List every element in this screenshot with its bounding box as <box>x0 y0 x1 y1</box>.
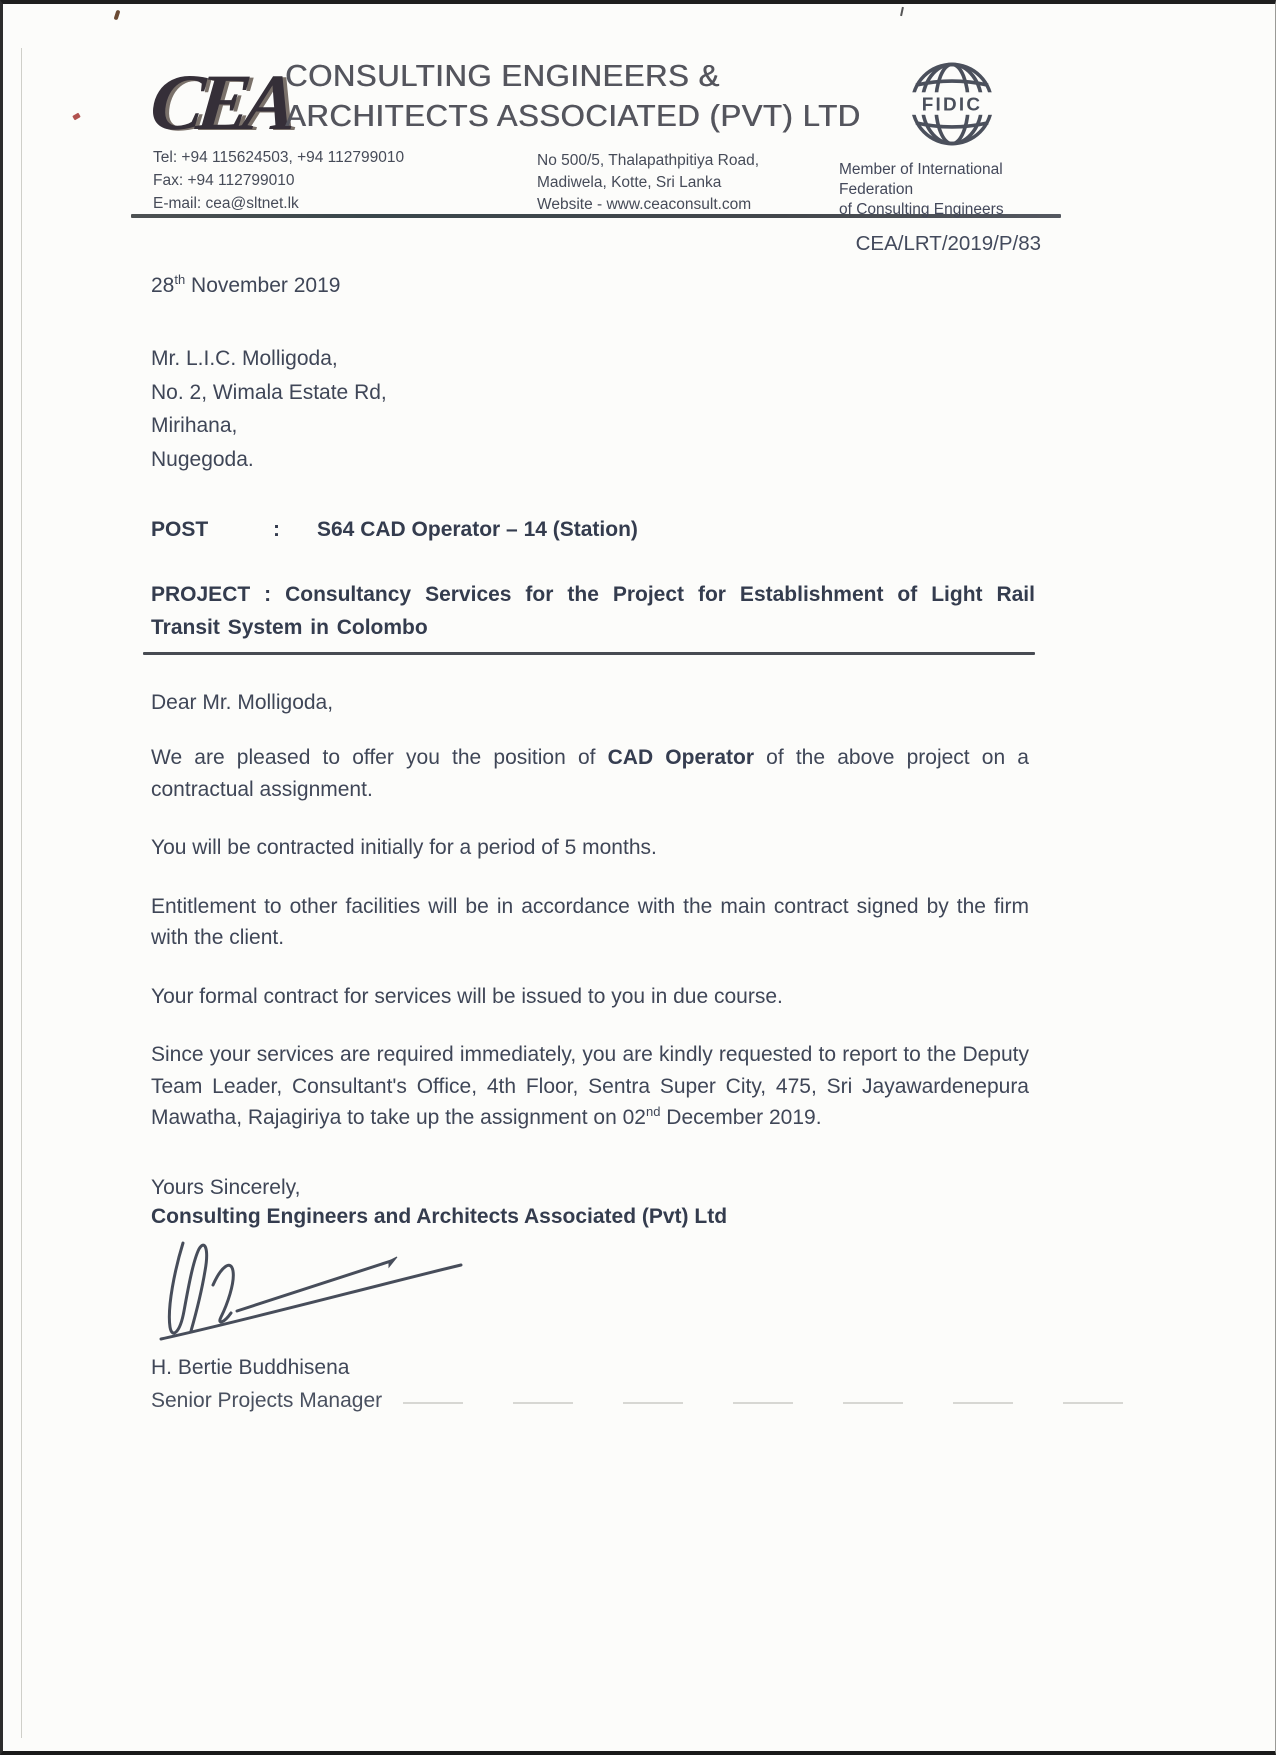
letterhead <box>146 58 1081 218</box>
date-suffix: th <box>174 272 186 287</box>
project-label: PROJECT <box>151 583 251 606</box>
fidic-member-line2: of Consulting Engineers <box>839 201 1004 218</box>
signer-name: H. Bertie Buddhisena <box>151 1355 350 1379</box>
address-block <box>537 150 759 216</box>
fidic-globe-icon <box>907 58 997 155</box>
contact-email: E-mail: cea@sltnet.lk <box>153 195 299 212</box>
post-colon: : <box>273 518 280 541</box>
project-colon: : <box>250 583 286 606</box>
signature-scribble <box>153 1217 1081 1345</box>
paragraph-formal-contract: Your formal contract for services will be issued to you in due course. <box>151 984 783 1008</box>
closing-sincerely: Yours Sincerely, <box>151 1175 301 1199</box>
paragraph-entitlement: Entitlement to other facilities will be in accordance with the main contract signed by the firm with the client. <box>151 894 1029 949</box>
company-name-line2: ARCHITECTS ASSOCIATED (PVT) LTD <box>285 98 861 133</box>
cea-logo-icon <box>146 59 295 150</box>
paragraph-offer <box>151 742 1029 805</box>
company-name-line1: CONSULTING ENGINEERS & <box>285 58 720 93</box>
recipient-line: No. 2, Wimala Estate Rd, <box>151 380 387 404</box>
address-line1: No 500/5, Thalapathpitiya Road, <box>537 152 760 169</box>
recipient-line: Mr. L.I.C. Molligoda, <box>151 347 338 370</box>
paragraph-text: of the above project on a contractual assignment. <box>151 746 1029 801</box>
position-name-bold: CAD Operator <box>607 746 754 769</box>
project-row <box>151 578 1035 644</box>
cea-logo-text: CEA <box>146 59 295 147</box>
scan-artifact-vertical-line <box>21 48 22 1738</box>
recipient-line: Mirihana, <box>151 414 238 437</box>
project-value: Consultancy Services for the Project for Establishment of Light Rail Transit System in Colombo <box>151 583 1035 639</box>
signer-title: Senior Projects Manager <box>151 1388 383 1412</box>
paragraph-text: Since your services are required immediately, you are kindly requested to report to the Deputy Team Leader, Consultant's Office, 4th Floor, Sentra Super City, 475, Sri Jayawardenepura Mawatha, Rajagiriya to take up the assignment on 02 <box>151 1043 1029 1129</box>
project-underline-rule <box>143 652 1035 655</box>
reference-number: CEA/LRT/2019/P/83 <box>855 232 1041 255</box>
post-label: POST <box>151 518 209 541</box>
contact-fax: Fax: +94 112799010 <box>153 172 295 189</box>
company-name <box>285 56 861 136</box>
post-row <box>151 518 1081 542</box>
fidic-member-text <box>839 160 1079 220</box>
date-rest: November 2019 <box>185 274 341 297</box>
contact-tel: Tel: +94 115624503, +94 112799010 <box>153 149 405 166</box>
post-value: S64 CAD Operator – 14 (Station) <box>317 518 638 541</box>
letter-content <box>3 4 1081 1417</box>
letter-date <box>151 274 1081 298</box>
recipient-line: Nugegoda. <box>151 447 254 471</box>
paragraph-reporting <box>151 1039 1029 1134</box>
svg-text:FIDIC: FIDIC <box>921 94 983 116</box>
paragraph-contract-period: You will be contracted initially for a period of 5 months. <box>151 836 657 859</box>
salutation: Dear Mr. Molligoda, <box>151 691 334 714</box>
contact-block <box>153 146 404 215</box>
closing-company-name: Consulting Engineers and Architects Associated (Pvt) Ltd <box>151 1204 728 1228</box>
paragraph-text: We are pleased to offer you the position of <box>151 746 608 769</box>
fidic-member-line1: Member of International Federation <box>839 161 1003 198</box>
paragraph-text: December 2019. <box>660 1106 822 1129</box>
recipient-address <box>151 342 1081 476</box>
date-day: 28 <box>151 274 175 297</box>
address-line2: Madiwela, Kotte, Sri Lanka <box>537 174 722 191</box>
address-line3: Website - www.ceaconsult.com <box>537 196 752 213</box>
date-suffix: nd <box>645 1104 661 1119</box>
scan-streak <box>403 1402 1153 1404</box>
